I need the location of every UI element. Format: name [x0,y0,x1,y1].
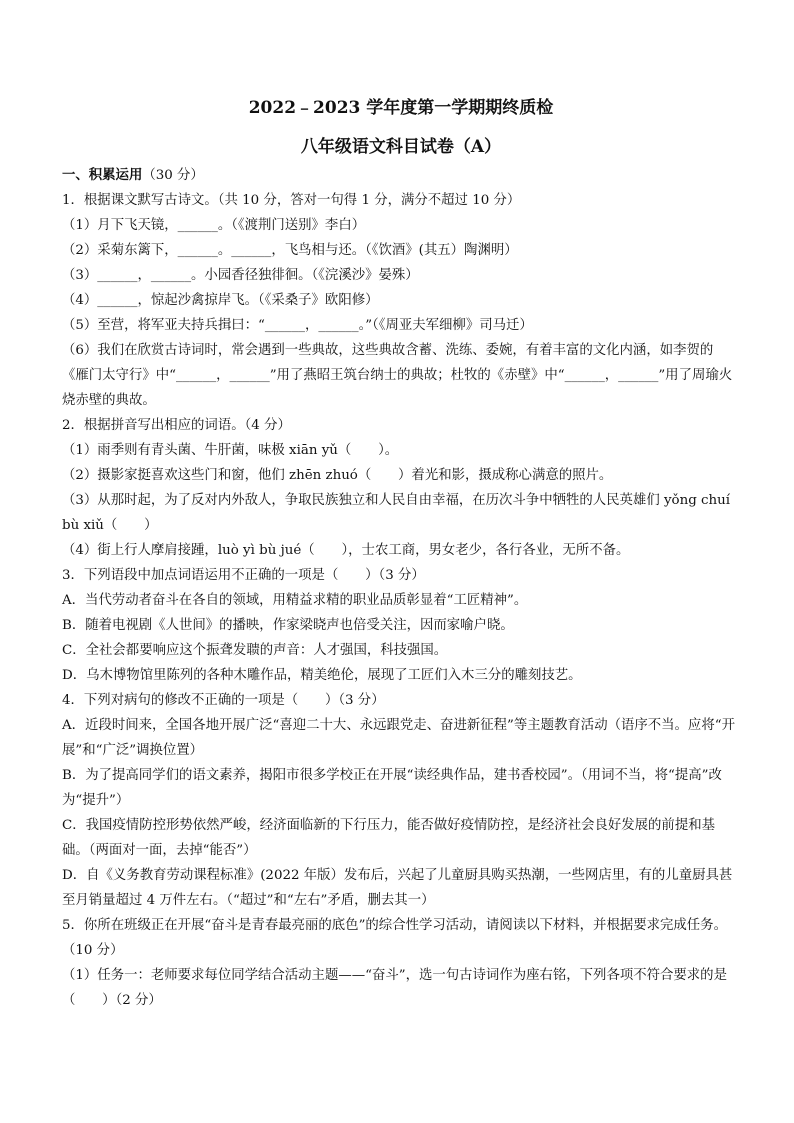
question-1-item-6: （6）我们在欣赏古诗词时，常会遇到一些典故，这些典故含蓄、洗练、委婉，有着丰富的文化内涵，如李贺的《雁门太守行》中“______，______”用了燕昭王筑台纳士的典故；杜牧的《赤壁》中“______，______”用了周瑜火烧赤壁的典故。 [62,343,733,408]
question-1-item-2: （2）采菊东篱下，______。______，飞鸟相与还。（《饮酒》(其五）陶渊明） [62,243,518,258]
question-1-intro: 1．根据课文默写古诗文。（共 10 分，答对一句得 1 分，满分不超过 10 分） [62,193,521,208]
question-3-option-d: D．乌木博物馆里陈列的各种木雕作品，精美绝伦，展现了工匠们入木三分的雕刻技艺。 [62,668,582,683]
exam-subtitle: 八年级语文科目试卷（A） [300,137,502,157]
section-label: 一、积累运用 [62,167,143,183]
question-3-option-c: C．全社会都要响应这个振聋发聩的声音：人才强国，科技强国。 [62,643,448,658]
question-1-item-3: （3）______，______。小园香径独徘徊。（《浣溪沙》晏殊） [62,268,419,283]
question-2-intro: 2．根据拼音写出相应的词语。（4 分） [62,418,291,433]
question-2-item-3: （3）从那时起，为了反对内外敌人，争取民族独立和人民自由幸福，在历次斗争中牺牲的人民英雄们 yǒng chuí bù xiǔ（ ） [62,493,731,533]
question-3-option-b: B．随着电视剧《人世间》的播映，作家梁晓声也倍受关注，因而家喻户晓。 [62,618,514,633]
question-4-option-b: B．为了提高同学们的语文素养，揭阳市很多学校正在开展“读经典作品，建书香校园”。（用词不当，将“提高”改为“提升”） [62,768,722,808]
question-3-option-a: A．当代劳动者奋斗在各自的领域，用精益求精的职业品质彰显着“工匠精神”。 [62,593,528,608]
question-4-intro: 4．下列对病句的修改不正确的一项是（ ）（3 分） [62,693,385,708]
section-points: （30 分） [142,168,204,183]
question-1-item-5: （5）至营，将军亚夫持兵揖曰：“______，______。”（《周亚夫军细柳》司马迁） [62,318,533,333]
question-2-item-4: （4）街上行人摩肩接踵，luò yì bù jué（ ），士农工商，男女老少，各行各业，无所不备。 [62,543,630,558]
question-4-option-a: A．近段时间来，全国各地开展广泛“喜迎二十大、永远跟党走、奋进新征程”等主题教育活动（语序不当。应将“开展”和“广泛”调换位置） [62,718,735,758]
section-heading [62,163,740,188]
question-2-item-2: （2）摄影家挺喜欢这些门和窗，他们 zhēn zhuó（ ）着光和影，摄成称心满意的照片。 [62,468,613,483]
question-4-option-d: D．自《义务教育劳动课程标准》(2022 年版）发布后，兴起了儿童厨具购买热潮，一些网店里，有的儿童厨具甚至月销量超过 4 万件左右。（“超过”和“左右”矛盾，删去其一） [62,868,733,908]
question-3-intro: 3．下列语段中加点词语运用不正确的一项是（ ）（3 分） [62,568,425,583]
question-2-item-1: （1）雨季则有青头菌、牛肝菌，味极 xiān yǔ（ ）。 [62,443,399,458]
question-1-item-1: （1）月下飞天镜，______。（《渡荆门送别》李白） [62,218,366,233]
exam-page [62,96,740,1013]
question-4-option-c: C．我国疫情防控形势依然严峻，经济面临新的下行压力，能否做好疫情防控，是经济社会良好发展的前提和基础。（两面对一面，去掉“能否”） [62,818,715,858]
exam-title: 2022﹣2023 学年度第一学期期终质检 [248,98,554,118]
question-5-intro: 5．你所在班级正在开展“奋斗是青春最亮丽的底色”的综合性学习活动，请阅读以下材料，并根据要求完成任务。（10 分） [62,918,727,958]
question-1-item-4: （4）______，惊起沙禽掠岸飞。（《采桑子》欧阳修） [62,293,379,308]
question-5-task-1: （1）任务一：老师要求每位同学结合活动主题——“奋斗”，选一句古诗词作为座右铭，下列各项不符合要求的是（ ）（2 分） [62,968,727,1008]
